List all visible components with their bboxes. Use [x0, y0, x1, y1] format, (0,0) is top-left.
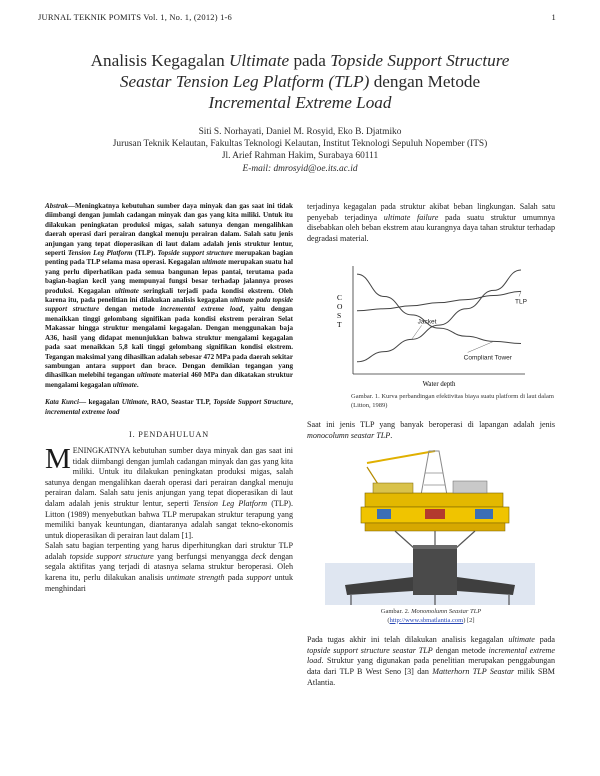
left-column — [45, 202, 293, 594]
page-number: 1 — [551, 12, 556, 22]
figure-1-chart — [307, 262, 555, 390]
figure-2-image — [325, 445, 535, 605]
author-affiliation: Jurusan Teknik Kelautan, Fakultas Teknologi Kelautan, Institut Teknologi Sepuluh Nopember (ITS) — [112, 139, 488, 150]
figure-1-caption: Gambar. 1. Kurva perbandingan efektivitas biaya suatu platform di laut dalam (Litton, 1989) — [351, 393, 554, 409]
series-line-jacket — [357, 270, 521, 362]
series-label-tlp: TLP — [515, 298, 527, 306]
series-line-tlp — [357, 292, 521, 311]
right-paragraph-2: Saat ini jenis TLP yang banyak beroperasi di lapangan adalah jenis monocolumn seastar TLP. — [307, 420, 555, 440]
author-block — [40, 126, 560, 175]
author-email: E-mail: dmrosyid@oe.its.ac.id — [242, 163, 358, 174]
author-names: Siti S. Norhayati, Daniel M. Rosyid, Eko B. Djatmiko — [198, 127, 402, 137]
figure-2-caption: Gambar. 2. Monomolumn Seastar TLP (http://www.sbmatlantia.com) [2] — [380, 608, 482, 624]
journal-header: JURNAL TEKNIK POMITS Vol. 1, No. 1, (2012) 1-6 — [38, 12, 233, 22]
seastar-tlp-illustration — [325, 445, 535, 605]
x-axis-label: Water depth — [422, 381, 456, 389]
series-label-pointer — [519, 292, 521, 297]
cost-curve-chart — [325, 262, 535, 390]
y-axis-label: C O S T — [337, 293, 343, 330]
right-paragraph-1: terjadinya kegagalan pada struktur akibat beban lingkungan. Salah satu penyebab terjadinya ultimate failure pada suatu struktur umumnya disebabkan oleh beban ekstrem atau kurangnya daya tahan struktur terhadap degradasi material. — [307, 202, 555, 243]
section-heading: I. PENDAHULUAN — [129, 429, 209, 439]
drop-cap: M — [45, 442, 71, 475]
keywords: Kata Kunci— kegagalan Ultimate, RAO, Seastar TLP, Topside Support Structure, incremental extreme load — [45, 398, 294, 416]
right-paragraph-3: Pada tugas akhir ini telah dilakukan analisis kegagalan ultimate pada topside support structure seastar TLP dengan metode incremental extreme load. Struktur yang digunakan pada penelitian merupakan penggabungan data dari TLP B West Seno [3] dan Matterhorn TLP Seastar milik SBM Atlantia. — [307, 635, 555, 687]
paper-title: Analisis Kegagalan Ultimate pada Topside Support Structure Seastar Tension Leg Platform (TLP) dengan Metode Incremental Extreme Load — [90, 51, 510, 112]
right-column — [307, 202, 555, 688]
series-label-pointer — [468, 342, 494, 353]
author-address: Jl. Arief Rahman Hakim, Surabaya 60111 — [221, 151, 379, 162]
abstract: Abstrak—Meningkatnya kebutuhan sumber daya minyak dan gas saat ini tidak diimbangi dengan jumlah cadangan minyak dan gas yang kita miliki. Untuk itu dilakukan peningkatan produksi migas, salah satunya dengan mengalihkan daerah operasi dari perairan dangkal menuju perairan dalam. Salah satu jenis anjungan yang tepat dioperasikan di laut dalam adalah jenis struktur lentur, seperti Tension Leg Platform (TLP). Topside support structure merupakan bagian penting pada TLP selama masa operasi. Kegagalan ultimate merupakan suatu hal yang perlu diperhatikan pada semua bangunan lepas pantai, terutama pada bagian-bagian kecil yang mempunyai fungsi besar terhadap jalannya proses produksi. Kegagalan ultimate seringkali terjadi pada kondisi ekstrem. Oleh karena itu, pada penelitian ini dilakukan analisis kegagalan ultimate pada topside support structure dengan metode incremental extreme load, yaitu dengan menaikkan tinggi gelombang signifikan pada kondisi ekstrem perairan Selat Makassar hingga struktur mengalami kegagalan. Dengan menggunakan baja A36, hasil yang didapat menunjukkan bahwa struktur mengalami kegagalan pada saat menaikkan 5,8 kali tinggi gelombang signifikan kondisi ekstrem. Tegangan maksimal yang dihasilkan adalah sebesar 472 MPa pada daerah sekitar sambungan antara support dan brace. Dengan demikian tegangan yang dihasilkan melebihi tegangan ultimate material 460 MPa dan dikatakan struktur mengalami kegagalan ultimate. — [45, 202, 294, 389]
figure-2-source-link[interactable]: http://www.sbmatlantia.com — [389, 616, 464, 624]
series-label-jacket: Jacket — [417, 318, 437, 326]
intro-paragraph-1: MENINGKATNYA kebutuhan sumber daya minyak dan gas saat ini tidak diimbangi dengan jumlah cadangan minyak dan gas yang kita miliki. Untuk itu dilakukan peningkatan produksi migas, salah satunya dengan mengalihkan daerah operasi dari perairan dangkal menuju perairan dalam. Salah satu jenis anjungan yang tepat dioperasikan di laut dalam adalah jenis struktur lentur, seperti Tension Leg Platform (TLP). Litton (1989) menyebutkan bahwa TLP merupakan struktur terapung yang memiliki banyak keuntungan, diantaranya adalah sangat tekno-ekonomis untuk dioperasikan di perairan laut dalam [1]. — [45, 442, 294, 540]
series-label-compliant-tower: Compliant Tower — [463, 354, 512, 362]
intro-paragraph-2: Salah satu bagian terpenting yang harus diperhitungkan dari struktur TLP adalah topside support structure yang berfungsi menyangga deck dengan segala aktifitas yang terjadi di atasnya selama struktur beroperasi. Oleh karena itu, perlu dilakukan analisis untimate strength pada support untuk menghindari — [45, 541, 294, 593]
